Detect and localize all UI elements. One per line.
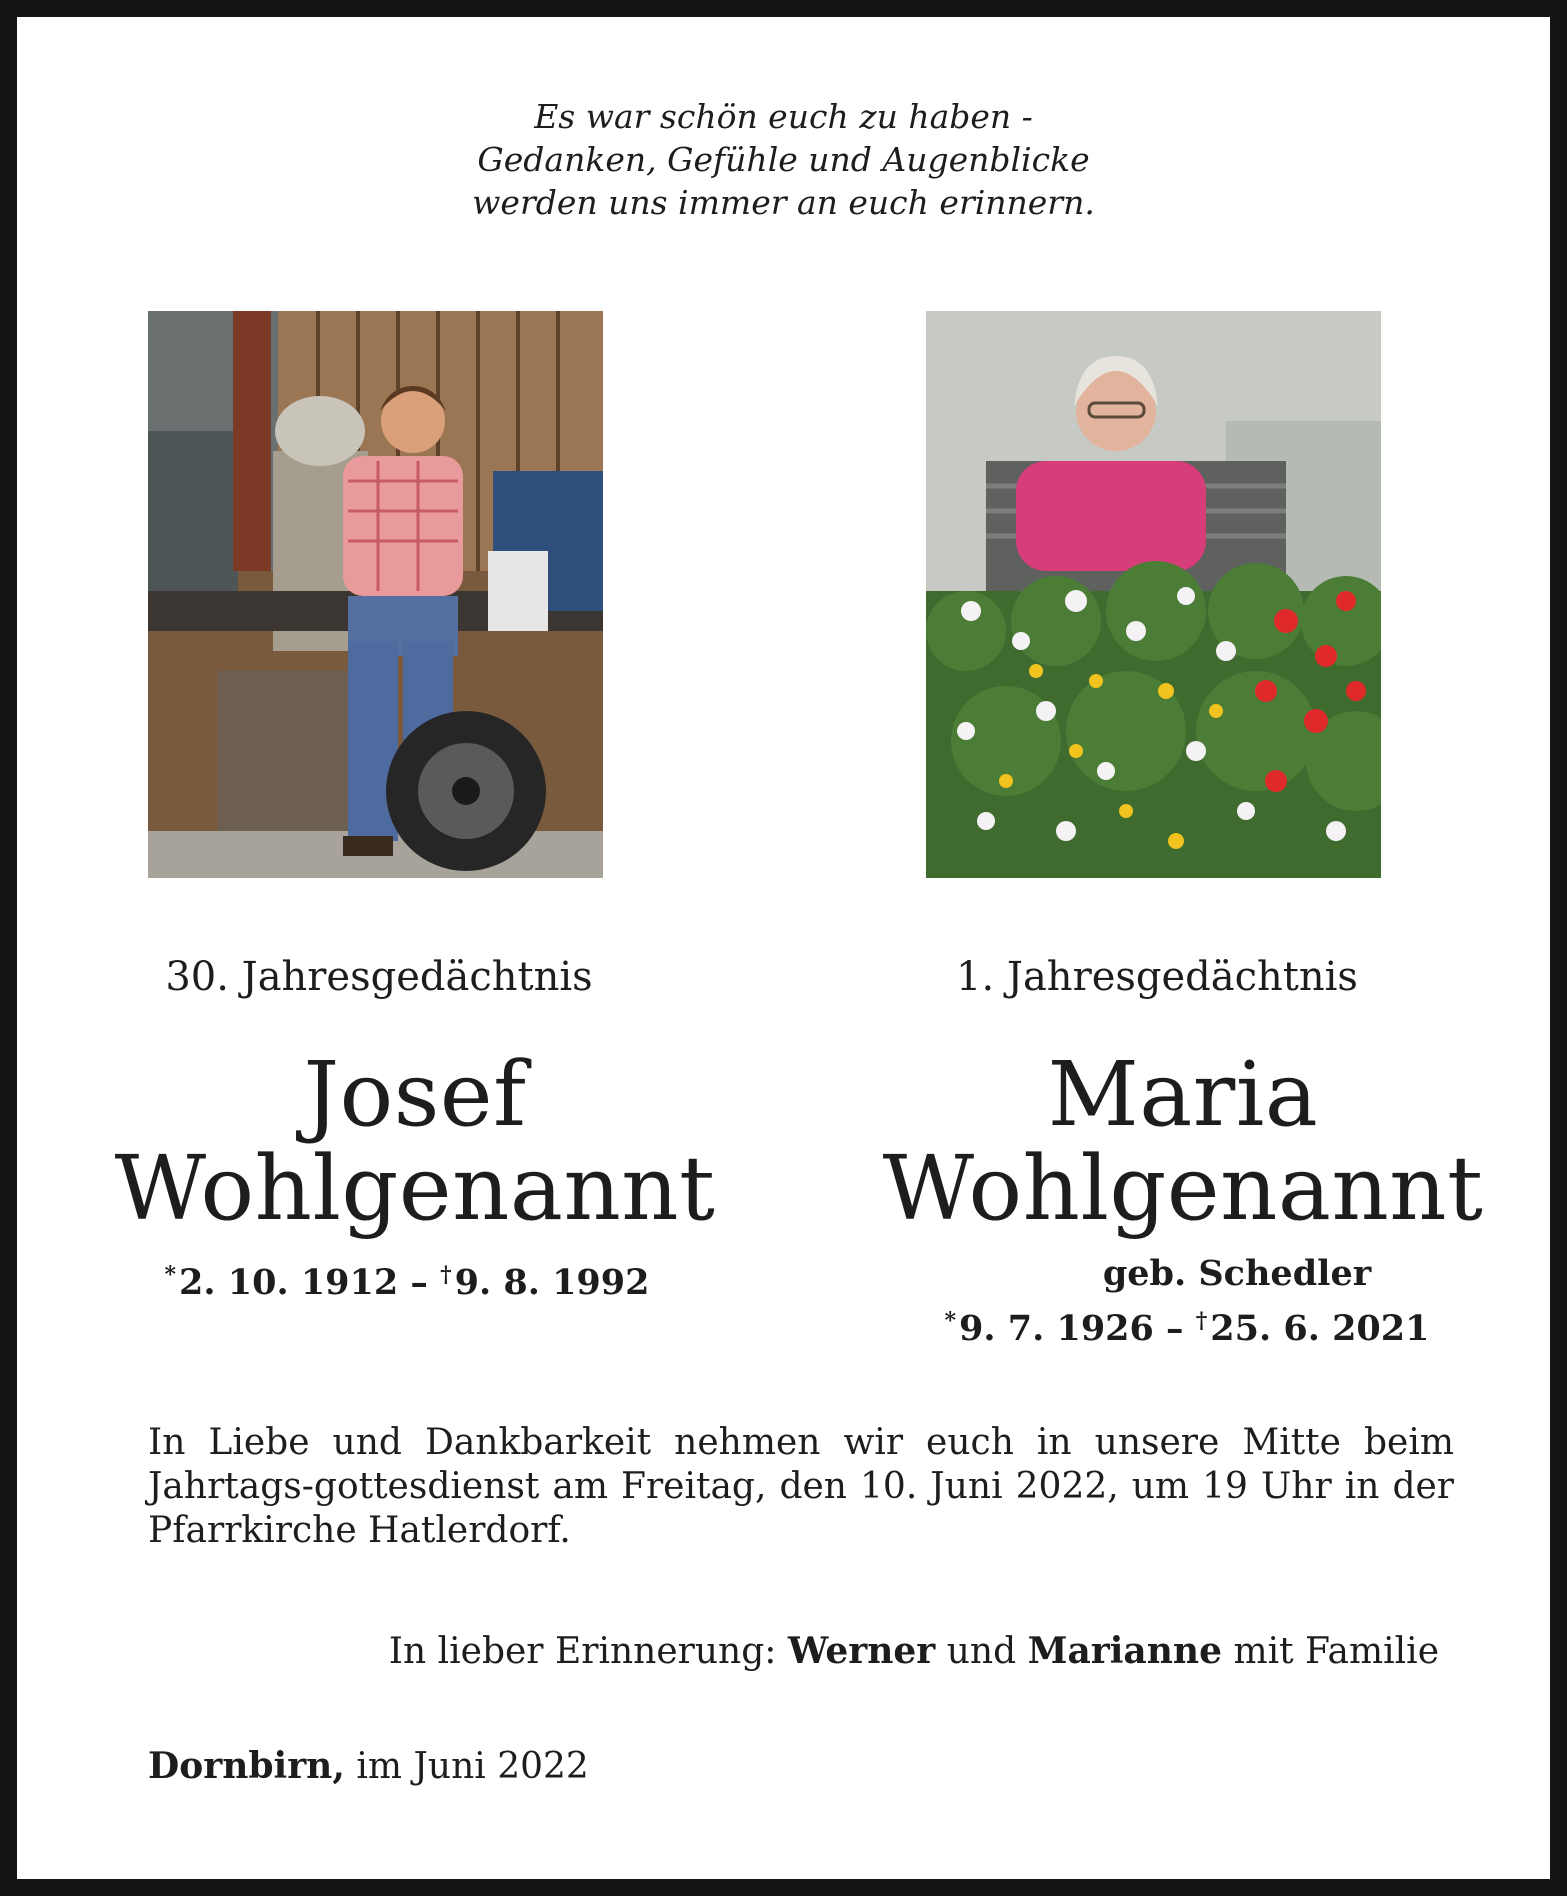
life-dates-josef	[127, 1253, 687, 1305]
remembrance-signature	[389, 1629, 1439, 1674]
place-city: Dornbirn,	[148, 1745, 345, 1787]
place-date	[148, 1744, 589, 1789]
signer-name-1: Werner	[787, 1630, 936, 1672]
last-name-josef: Wohlgenannt	[114, 1136, 716, 1240]
first-name-maria: Maria	[1047, 1042, 1319, 1146]
photo-maria	[926, 311, 1381, 878]
anniversary-josef: 30. Jahresgedächtnis	[165, 954, 593, 1000]
died-symbol: †	[440, 1262, 452, 1288]
service-announcement: In Liebe und Dankbarkeit nehmen wir euch in unsere Mitte beim Jahrtags-gottesdienst am Freitag, den 10. Juni 2022, um 19 Uhr in der Pfarrkirche Hatlerdorf.	[148, 1422, 1454, 1551]
photo-maria-image	[926, 311, 1381, 878]
place-date-text: im Juni 2022	[356, 1746, 589, 1787]
born-symbol: *	[944, 1308, 957, 1334]
signer-name-2: Marianne	[1027, 1630, 1222, 1672]
born-date: 9. 7. 1926 –	[959, 1308, 1184, 1349]
died-symbol: †	[1195, 1308, 1208, 1334]
motto-line-1: Es war schön euch zu haben -	[534, 97, 1033, 136]
photo-josef	[148, 311, 603, 878]
born-symbol: *	[164, 1262, 177, 1288]
signer-suffix: mit Familie	[1233, 1631, 1439, 1672]
photo-josef-image	[148, 311, 603, 878]
maiden-name-maria: geb. Schedler	[1102, 1253, 1372, 1294]
first-name-josef: Josef	[303, 1042, 527, 1146]
anniversary-maria: 1. Jahresgedächtnis	[956, 954, 1358, 1000]
died-date: 9. 8. 1992	[454, 1262, 650, 1303]
remembrance-prefix: In lieber Erinnerung:	[388, 1631, 777, 1672]
born-date: 2. 10. 1912 –	[179, 1262, 428, 1303]
last-name-maria: Wohlgenannt	[882, 1136, 1484, 1240]
motto-line-2: Gedanken, Gefühle und Augenblicke	[477, 140, 1090, 179]
motto-line-3: werden uns immer an euch erinnern.	[472, 183, 1095, 222]
life-dates-maria	[907, 1299, 1467, 1351]
died-date: 25. 6. 2021	[1210, 1308, 1430, 1349]
signer-connector: und	[946, 1631, 1017, 1672]
motto	[17, 95, 1550, 224]
